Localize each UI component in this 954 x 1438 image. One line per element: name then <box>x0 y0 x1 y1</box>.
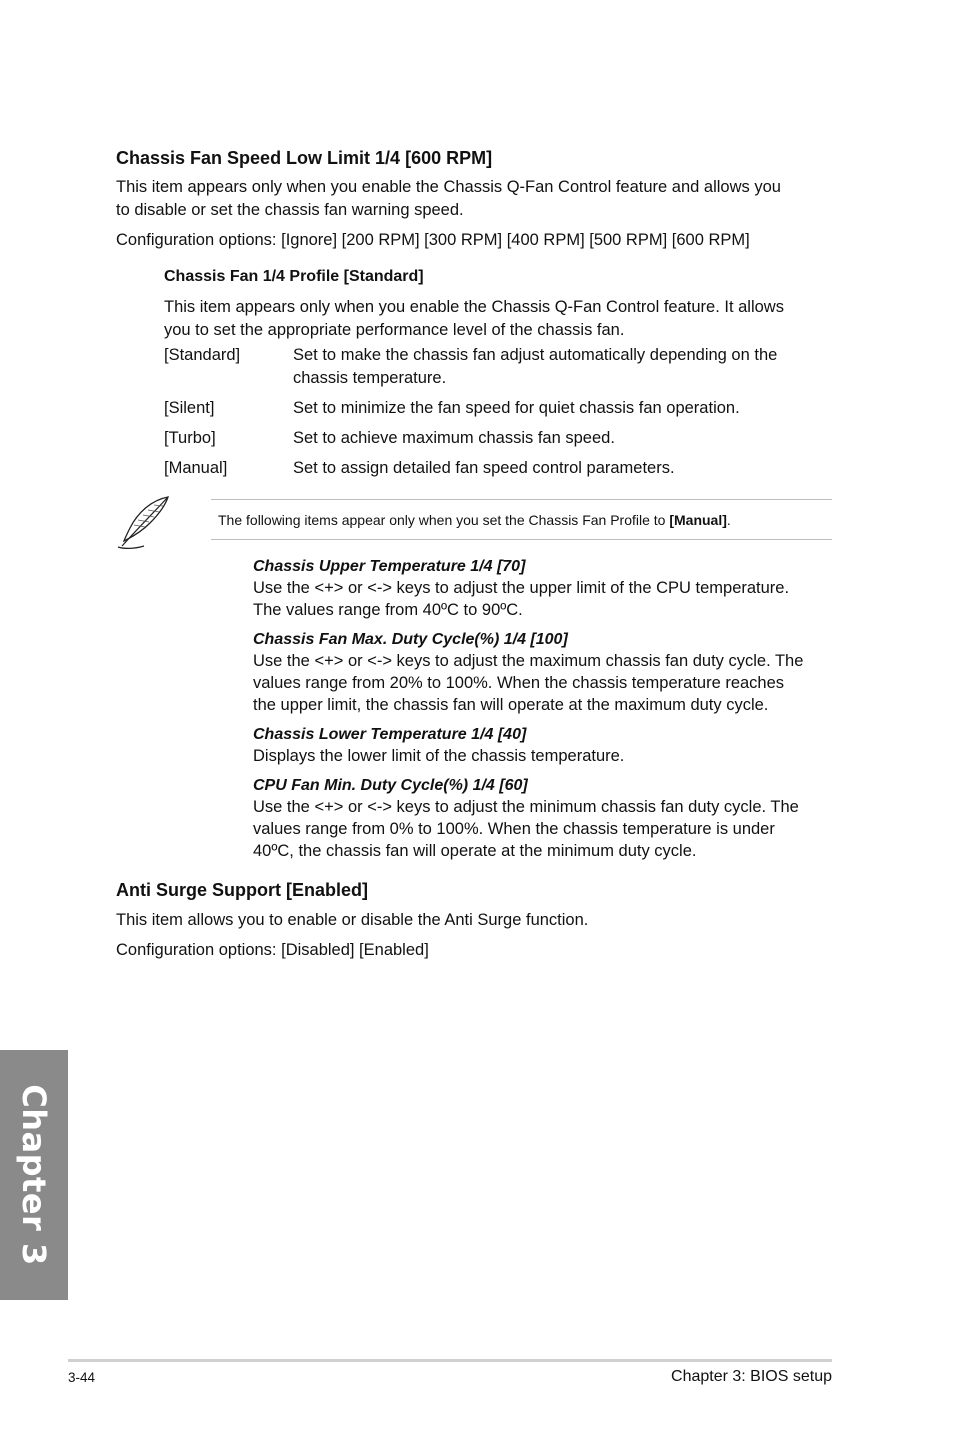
section-description-line-2: to disable or set the chassis fan warning speed. <box>116 201 464 219</box>
configuration-options: Configuration options: [Disabled] [Enabled] <box>116 941 429 959</box>
subitem-desc-line: values range from 0% to 100%. When the chassis temperature is under <box>253 820 775 838</box>
option-desc-turbo: Set to achieve maximum chassis fan speed. <box>293 429 615 447</box>
section-title-chassis-fan-speed-low-limit: Chassis Fan Speed Low Limit 1/4 [600 RPM] <box>116 148 493 168</box>
subitem-desc-line: Displays the lower limit of the chassis temperature. <box>253 747 625 765</box>
note-text-end: . <box>726 512 731 528</box>
subitem-desc-line: 40ºC, the chassis fan will operate at the minimum duty cycle. <box>253 842 697 860</box>
section-title-anti-surge-support: Anti Surge Support [Enabled] <box>116 880 368 900</box>
subitem-desc-line: The values range from 40ºC to 90ºC. <box>253 601 523 619</box>
note-text <box>218 511 731 529</box>
option-desc-manual: Set to assign detailed fan speed control parameters. <box>293 459 675 477</box>
footer-divider <box>68 1359 832 1362</box>
profile-description-line-1: This item appears only when you enable the Chassis Q-Fan Control feature. It allows <box>164 298 784 316</box>
subitem-desc-line: Use the <+> or <-> keys to adjust the minimum chassis fan duty cycle. The <box>253 798 799 816</box>
subitem-desc-line: Use the <+> or <-> keys to adjust the maximum chassis fan duty cycle. The <box>253 652 804 670</box>
subitem-desc-line: the upper limit, the chassis fan will operate at the maximum duty cycle. <box>253 696 769 714</box>
configuration-options: Configuration options: [Ignore] [200 RPM] [300 RPM] [400 RPM] [500 RPM] [600 RPM] <box>116 231 750 249</box>
option-desc-standard-line-1: Set to make the chassis fan adjust automatically depending on the <box>293 346 778 364</box>
note-text-main: The following items appear only when you set the Chassis Fan Profile to <box>218 512 670 528</box>
option-key-standard: [Standard] <box>164 346 241 364</box>
subitem-title-upper-temperature: Chassis Upper Temperature 1/4 [70] <box>253 558 526 575</box>
option-key-manual: [Manual] <box>164 459 228 477</box>
note-bottom-divider <box>211 539 832 540</box>
feather-pen-icon <box>114 494 174 552</box>
subitem-title-fan-max-duty-cycle: Chassis Fan Max. Duty Cycle(%) 1/4 [100] <box>253 631 568 648</box>
subitem-title-fan-min-duty-cycle: CPU Fan Min. Duty Cycle(%) 1/4 [60] <box>253 777 528 794</box>
profile-title: Chassis Fan 1/4 Profile [Standard] <box>164 268 424 285</box>
chapter-side-tab <box>0 1050 68 1300</box>
note-text-bold: [Manual] <box>669 512 727 528</box>
section-description: This item allows you to enable or disable the Anti Surge function. <box>116 911 589 929</box>
option-key-silent: [Silent] <box>164 399 215 417</box>
chapter-label: Chapter 3 <box>15 1084 53 1266</box>
note-top-divider <box>211 499 832 500</box>
option-key-turbo: [Turbo] <box>164 429 216 447</box>
subitem-title-lower-temperature: Chassis Lower Temperature 1/4 [40] <box>253 726 527 743</box>
section-description-line-1: This item appears only when you enable the Chassis Q-Fan Control feature and allows you <box>116 178 781 196</box>
subitem-desc-line: values range from 20% to 100%. When the chassis temperature reaches <box>253 674 785 692</box>
subitem-desc-line: Use the <+> or <-> keys to adjust the upper limit of the CPU temperature. <box>253 579 790 597</box>
footer-chapter-title: Chapter 3: BIOS setup <box>671 1368 832 1385</box>
page-number: 3-44 <box>68 1370 96 1385</box>
option-desc-silent: Set to minimize the fan speed for quiet chassis fan operation. <box>293 399 740 417</box>
profile-description-line-2: you to set the appropriate performance level of the chassis fan. <box>164 321 625 339</box>
option-desc-standard-line-2: chassis temperature. <box>293 369 447 387</box>
